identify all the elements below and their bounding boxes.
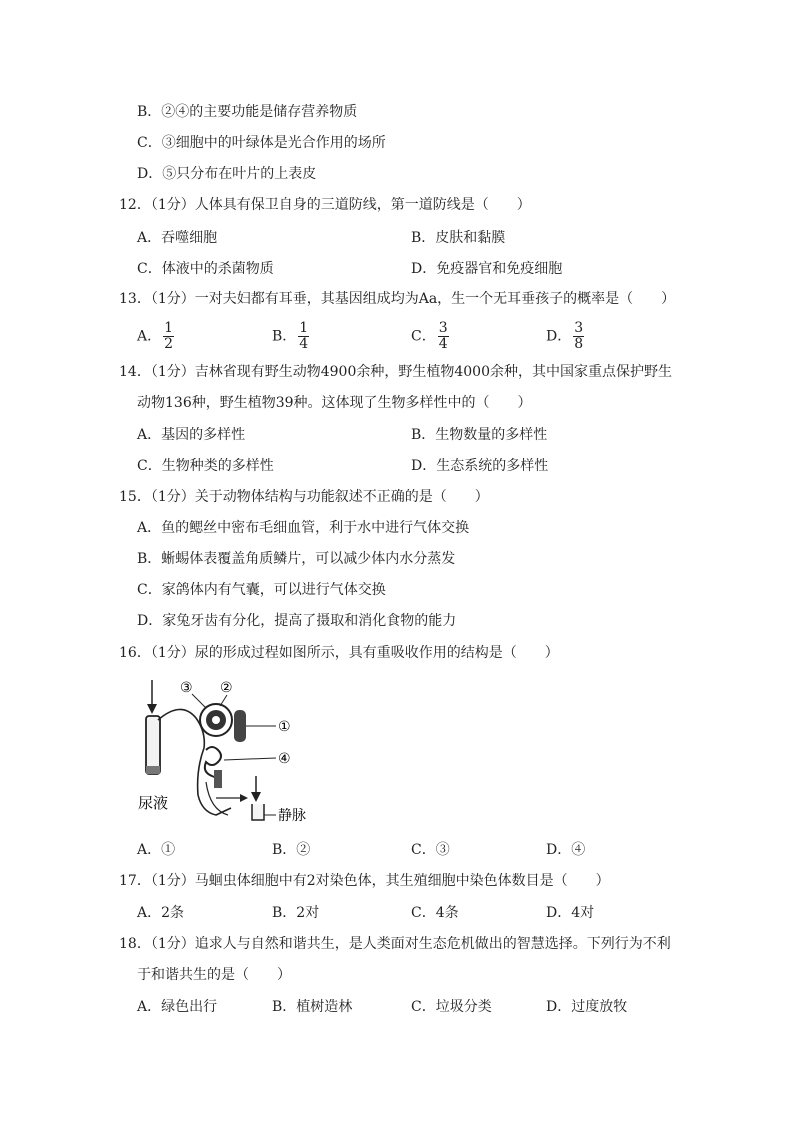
label-2-leader bbox=[220, 695, 227, 706]
label-4-leader bbox=[224, 758, 276, 760]
collecting-duct bbox=[146, 716, 160, 774]
fraction-denominator: 8 bbox=[574, 336, 584, 352]
q14-option-b: B．生物数量的多样性 bbox=[411, 427, 548, 443]
fraction bbox=[573, 321, 584, 352]
q18-option-c: C．垃圾分类 bbox=[411, 999, 492, 1015]
nephron-diagram bbox=[136, 670, 316, 830]
q15-option-d: D．家兔牙齿有分化，提高了摄取和消化食物的能力 bbox=[137, 613, 457, 629]
q16-stem: 16．（1分）尿的形成过程如图所示，具有重吸收作用的结构是（ ） bbox=[119, 645, 559, 661]
diagram-label-vein: 静脉 bbox=[278, 808, 306, 824]
fraction bbox=[298, 321, 309, 352]
q15-option-a: A．鱼的鳃丝中密布毛细血管，利于水中进行气体交换 bbox=[137, 520, 470, 536]
diagram-label-3: ③ bbox=[180, 680, 193, 696]
q12-option-d: D．免疫器官和免疫细胞 bbox=[411, 261, 563, 277]
diagram-label-2: ② bbox=[220, 680, 233, 696]
q14-stem-line2: 动物136种，野生植物39种。这体现了生物多样性中的（ ） bbox=[137, 395, 532, 411]
diagram-label-urine: 尿液 bbox=[138, 794, 169, 812]
q13-option-d-label: D． bbox=[546, 328, 572, 345]
renal-artery-bundle bbox=[234, 710, 246, 742]
q11-option-d: D．⑤只分布在叶片的上表皮 bbox=[137, 166, 317, 182]
fraction-denominator: 4 bbox=[299, 336, 309, 352]
vein-vessel bbox=[252, 804, 264, 820]
q18-option-b: B．植树造林 bbox=[272, 999, 353, 1015]
q17-option-b: B．2对 bbox=[272, 905, 320, 921]
q11-option-b: B．②④的主要功能是储存营养物质 bbox=[137, 104, 358, 120]
fraction-denominator: 2 bbox=[164, 336, 174, 352]
q13-option-a-label: A． bbox=[137, 328, 162, 345]
diagram-label-4: ④ bbox=[278, 751, 291, 767]
q13-option-c bbox=[411, 321, 449, 352]
q12-option-b: B．皮肤和黏膜 bbox=[411, 230, 506, 246]
q18-stem-line1: 18．（1分）追求人与自然和谐共生，是人类面对生态危机做出的智慧选择。下列行为不利 bbox=[119, 936, 671, 952]
q12-stem: 12．（1分）人体具有保卫自身的三道防线，第一道防线是（ ） bbox=[119, 197, 531, 213]
label-3-leader bbox=[192, 694, 206, 708]
q13-option-d bbox=[546, 321, 584, 352]
reabsorption-arrow-head bbox=[240, 794, 248, 802]
glomerulus-highlight bbox=[212, 716, 220, 724]
fraction-numerator: 1 bbox=[164, 320, 174, 336]
q18-option-a: A．绿色出行 bbox=[137, 999, 218, 1015]
q14-option-d: D．生态系统的多样性 bbox=[411, 458, 549, 474]
q13-stem: 13．（1分）一对夫妇都有耳垂，其基因组成均为Aa，生一个无耳垂孩子的概率是（ ） bbox=[119, 291, 676, 307]
q18-option-d: D．过度放牧 bbox=[546, 999, 628, 1015]
collecting-duct-outlet bbox=[146, 766, 160, 774]
q13-option-a bbox=[137, 321, 174, 352]
q16-option-c: C．③ bbox=[411, 842, 450, 858]
q14-option-c: C．生物种类的多样性 bbox=[137, 458, 274, 474]
q15-option-c: C．家鸽体内有气囊，可以进行气体交换 bbox=[137, 582, 386, 598]
inflow-arrow-head bbox=[147, 704, 157, 714]
fraction bbox=[163, 321, 174, 352]
fraction-denominator: 4 bbox=[438, 336, 448, 352]
q12-option-a: A．吞噬细胞 bbox=[137, 230, 218, 246]
q17-option-a: A．2条 bbox=[137, 905, 185, 921]
vein-arrow-head bbox=[251, 792, 261, 802]
fraction bbox=[438, 321, 449, 352]
q18-stem-line2: 于和谐共生的是（ ） bbox=[137, 967, 291, 983]
q13-option-b-label: B． bbox=[272, 328, 297, 345]
efferent-vessel bbox=[214, 770, 222, 788]
fraction-numerator: 3 bbox=[438, 320, 448, 336]
q15-option-b: B．蜥蜴体表覆盖角质鳞片，可以减少体内水分蒸发 bbox=[137, 551, 456, 567]
q15-stem: 15．（1分）关于动物体结构与功能叙述不正确的是（ ） bbox=[119, 489, 489, 505]
q16-option-a: A．① bbox=[137, 842, 176, 858]
fraction-numerator: 1 bbox=[299, 320, 309, 336]
q16-option-d: D．④ bbox=[546, 842, 586, 858]
fraction-numerator: 3 bbox=[574, 320, 584, 336]
q17-stem: 17．（1分）马蛔虫体细胞中有2对染色体，其生殖细胞中染色体数目是（ ） bbox=[119, 873, 610, 889]
q12-option-c: C．体液中的杀菌物质 bbox=[137, 261, 274, 277]
q13-option-c-label: C． bbox=[411, 328, 436, 345]
diagram-label-1: ① bbox=[278, 719, 291, 735]
q17-option-d: D．4对 bbox=[546, 905, 595, 921]
q16-option-b: B．② bbox=[272, 842, 311, 858]
q14-option-a: A．基因的多样性 bbox=[137, 427, 246, 443]
q13-option-b bbox=[272, 321, 309, 352]
q11-option-c: C．③细胞中的叶绿体是光合作用的场所 bbox=[137, 135, 386, 151]
q14-stem-line1: 14．（1分）吉林省现有野生动物4900余种，野生植物4000余种，其中国家重点保护野生 bbox=[119, 364, 672, 380]
q17-option-c: C．4条 bbox=[411, 905, 459, 921]
